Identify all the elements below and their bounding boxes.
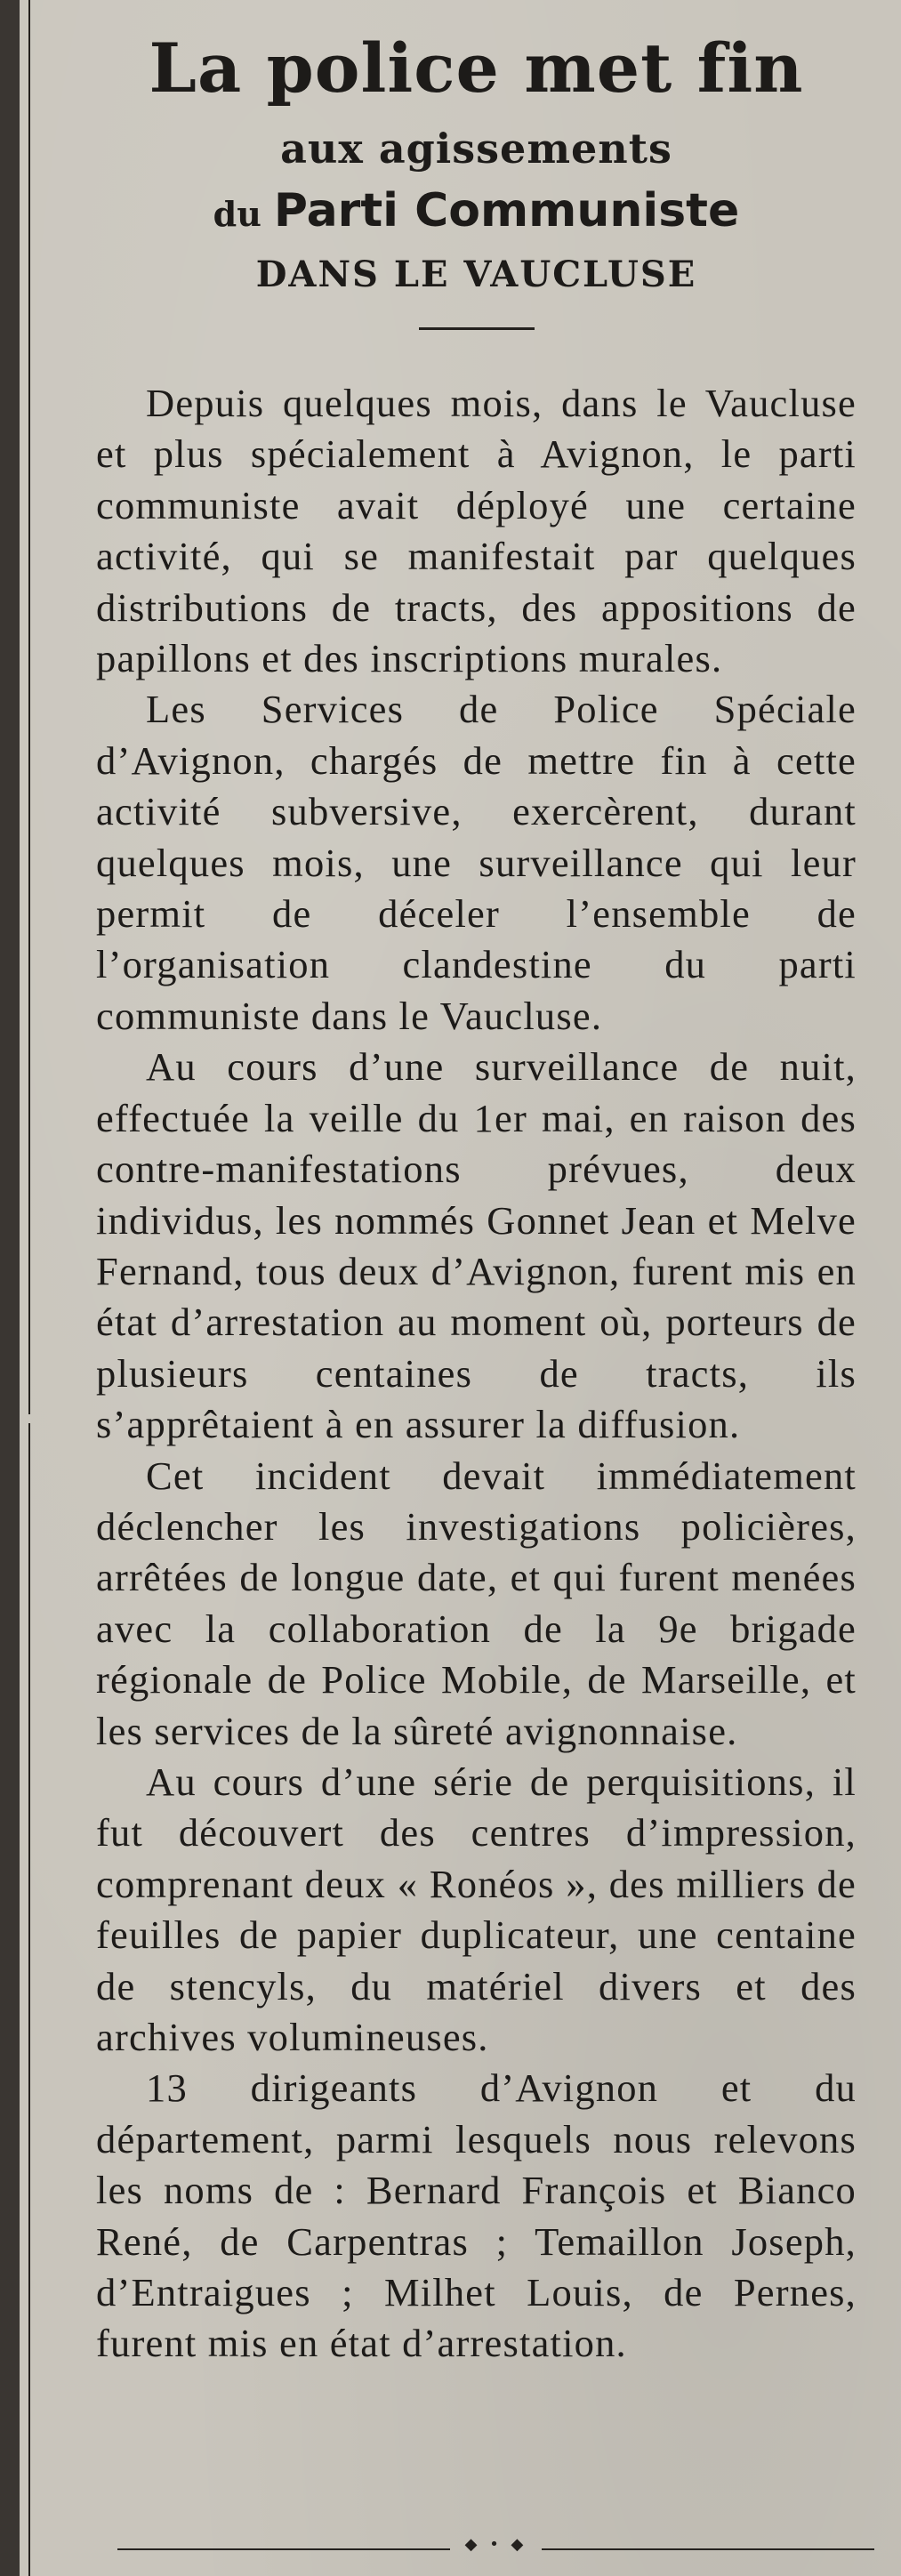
column-rule [28,1423,30,2576]
article-paragraph: Au cours d’une série de perquisitions, il fut découvert des centres d’impression, comprenant deux « Ronéos », des milliers de feuilles de papier duplicateur, une centaine de stencyls, du matériel divers et des archives volumineuses. [96,1759,857,2059]
article-paragraph: 13 dirigeants d’Avignon et du département, parmi lesquels nous relevons les noms de : Bernard François et Bianco René, de Carpentras ; Temaillon Joseph, d’Entraigues ; Milhet Louis, de Pernes, furent mis en état d’arrestation. [96,2065,857,2366]
headline [96,0,857,301]
column-rule [28,0,30,1414]
ornament-line-left [117,2548,450,2550]
article-paragraph: Au cours d’une surveillance de nuit, effectuée la veille du 1er mai, en raison des contre-manifestations prévues, deux individus, les nommés Gonnet Jean et Melve Fernand, tous deux d’Avignon, furent mis en état d’arrestation au moment où, porteurs de plusieurs centaines de tracts, ils s’apprêtaient à en assurer la diffusion. [96,1044,857,1447]
headline-line-3 [96,176,857,249]
title-divider [419,327,535,330]
newspaper-clipping [20,0,901,2576]
article-paragraph: Depuis quelques mois, dans le Vaucluse et plus spécialement à Avignon, le parti communiste avait déployé une certaine activité, qui se manifestait par quelques distributions de tracts, des appositions de papillons et des inscriptions murales. [96,381,857,681]
headline-line-3-lead: du [213,194,261,234]
end-ornament [117,2535,874,2556]
ornament-line-right [542,2548,874,2550]
headline-line-1: La police met fin [149,28,804,108]
headline-line-4: DANS LE VAUCLUSE [255,254,697,295]
article-body [96,378,857,2370]
ornament-glyphs: ◆ • ◆ [464,2535,527,2554]
headline-line-3-main: Parti Communiste [273,184,740,237]
article-paragraph: Cet incident devait immédiatement déclencher les investigations policières, arrêtées de longue date, et qui furent menées avec la collaboration de la 9e brigade régionale de Police Mobile, de Marseille, et les services de la sûreté avignonnaise. [96,1453,857,1753]
article-paragraph: Les Services de Police Spéciale d’Avignon, chargés de mettre fin à cette activité subversive, exercèrent, durant quelques mois, une surveillance qui leur permit de déceler l’ensemble de l’organisation clandestine du parti communiste dans le Vaucluse. [96,687,857,1038]
headline-line-2: aux agissements [280,125,672,173]
